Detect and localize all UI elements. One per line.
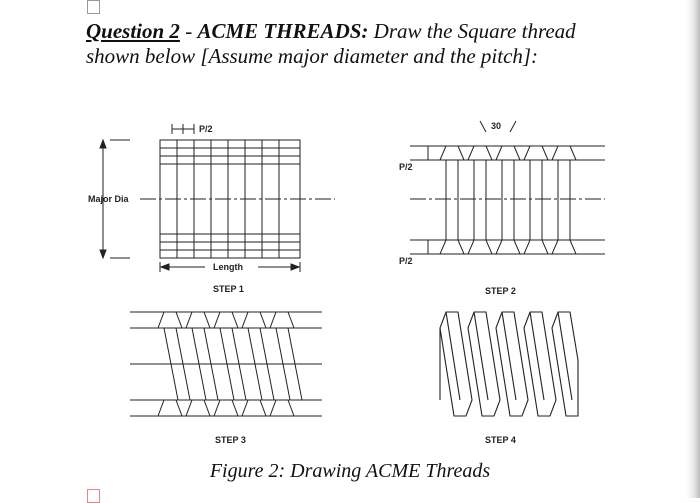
question-line2: shown below [Assume major diameter and the pitch]: xyxy=(86,44,539,68)
step3-drawing xyxy=(130,312,322,416)
major-dia-label: Major Dia xyxy=(88,194,129,204)
step1-label: STEP 1 xyxy=(213,284,244,294)
step4-label: STEP 4 xyxy=(485,435,516,445)
figure-caption: Figure 2: Drawing ACME Threads xyxy=(209,460,491,482)
angle-label: 30 xyxy=(491,121,502,131)
question-dash: - xyxy=(179,19,198,43)
step2-pitch-label-top: P/2 xyxy=(399,162,413,172)
step2-drawing xyxy=(410,121,605,254)
question-line1: Draw the Square thread xyxy=(368,19,576,43)
step2-label: STEP 2 xyxy=(485,286,516,296)
step1-pitch-label: P/2 xyxy=(199,124,213,134)
step4-drawing xyxy=(440,312,578,416)
step3-label: STEP 3 xyxy=(215,435,246,445)
question-number: Question 2 xyxy=(86,19,180,43)
checkbox-bottom[interactable] xyxy=(87,489,100,503)
length-label: Length xyxy=(213,262,243,272)
question-title: ACME THREADS: xyxy=(197,19,369,43)
step1-drawing xyxy=(100,124,335,272)
step2-pitch-label-bottom: P/2 xyxy=(399,256,413,266)
